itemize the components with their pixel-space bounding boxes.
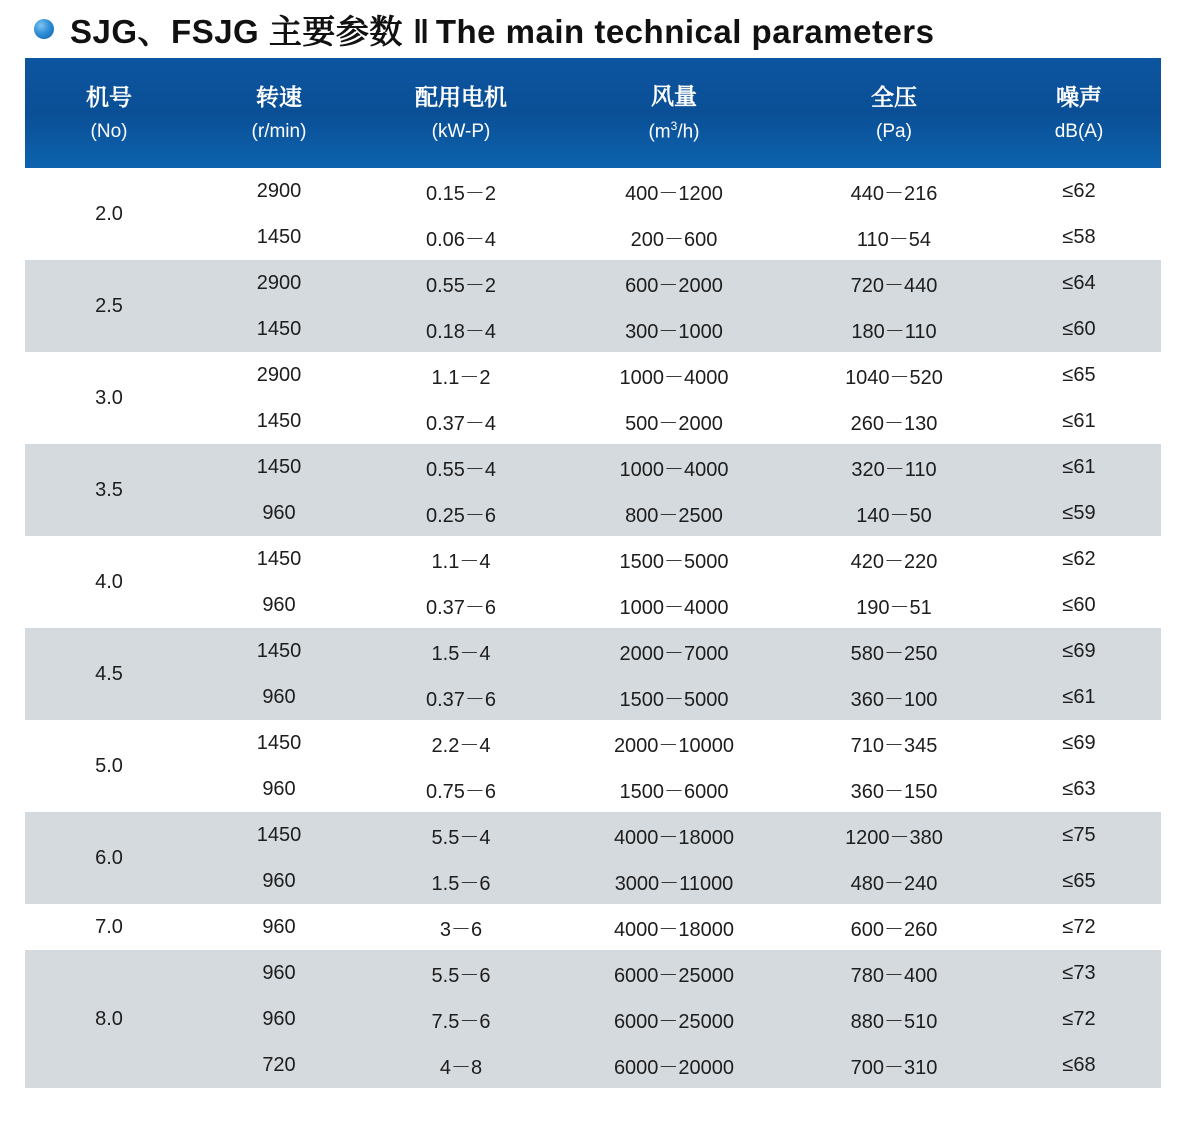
cell-noise: ≤69 xyxy=(997,628,1161,674)
cell-airflow: 400－1200 xyxy=(557,168,791,214)
cell-speed: 1450 xyxy=(193,398,365,444)
cell-speed: 960 xyxy=(193,582,365,628)
table-row xyxy=(25,306,1161,352)
cell-model: 3.5 xyxy=(25,444,193,536)
header-noise-cn: 噪声 xyxy=(1056,83,1102,110)
cell-airflow: 2000－10000 xyxy=(557,720,791,766)
table-row xyxy=(25,398,1161,444)
table-row xyxy=(25,444,1161,490)
cell-airflow: 1000－4000 xyxy=(557,352,791,398)
table-row xyxy=(25,674,1161,720)
cell-speed: 2900 xyxy=(193,168,365,214)
cell-model: 3.0 xyxy=(25,352,193,444)
cell-airflow: 200－600 xyxy=(557,214,791,260)
cell-noise: ≤64 xyxy=(997,260,1161,306)
airflow-unit-pre: (m xyxy=(648,121,671,143)
cell-pressure: 260－130 xyxy=(791,398,997,444)
cell-motor: 0.18－4 xyxy=(365,306,557,352)
cell-airflow: 800－2500 xyxy=(557,490,791,536)
cell-model: 2.5 xyxy=(25,260,193,352)
cell-motor: 0.75－6 xyxy=(365,766,557,812)
cell-speed: 960 xyxy=(193,766,365,812)
cell-pressure: 320－110 xyxy=(791,444,997,490)
cell-pressure: 480－240 xyxy=(791,858,997,904)
cell-noise: ≤68 xyxy=(997,1042,1161,1088)
cell-model: 2.0 xyxy=(25,168,193,260)
cell-pressure: 880－510 xyxy=(791,996,997,1042)
cell-motor: 7.5－6 xyxy=(365,996,557,1042)
cell-motor: 1.1－4 xyxy=(365,536,557,582)
cell-motor: 0.37－4 xyxy=(365,398,557,444)
cell-pressure: 580－250 xyxy=(791,628,997,674)
cell-noise: ≤75 xyxy=(997,812,1161,858)
cell-motor: 0.37－6 xyxy=(365,674,557,720)
cell-noise: ≤62 xyxy=(997,536,1161,582)
cell-noise: ≤65 xyxy=(997,858,1161,904)
cell-motor: 5.5－6 xyxy=(365,950,557,996)
table-row xyxy=(25,858,1161,904)
cell-pressure: 780－400 xyxy=(791,950,997,996)
cell-speed: 1450 xyxy=(193,444,365,490)
header-row xyxy=(25,58,1161,168)
cell-airflow: 1500－5000 xyxy=(557,536,791,582)
header-speed-unit: (r/min) xyxy=(251,121,307,142)
cell-pressure: 440－216 xyxy=(791,168,997,214)
cell-noise: ≤72 xyxy=(997,904,1161,950)
cell-speed: 1450 xyxy=(193,812,365,858)
table-row xyxy=(25,812,1161,858)
table-row xyxy=(25,536,1161,582)
cell-speed: 720 xyxy=(193,1042,365,1088)
cell-motor: 1.5－4 xyxy=(365,628,557,674)
header-cell-motor xyxy=(365,58,557,168)
cell-pressure: 1040－520 xyxy=(791,352,997,398)
cell-pressure: 600－260 xyxy=(791,904,997,950)
table-row xyxy=(25,490,1161,536)
cell-noise: ≤61 xyxy=(997,398,1161,444)
cell-model: 6.0 xyxy=(25,812,193,904)
cell-motor: 4－8 xyxy=(365,1042,557,1088)
cell-pressure: 700－310 xyxy=(791,1042,997,1088)
page-title xyxy=(0,0,1186,58)
header-airflow-unit xyxy=(648,117,699,147)
cell-noise: ≤69 xyxy=(997,720,1161,766)
cell-speed: 960 xyxy=(193,490,365,536)
cell-noise: ≤65 xyxy=(997,352,1161,398)
table-row xyxy=(25,628,1161,674)
cell-model: 8.0 xyxy=(25,950,193,1088)
cell-noise: ≤58 xyxy=(997,214,1161,260)
cell-speed: 960 xyxy=(193,674,365,720)
header-speed-cn: 转速 xyxy=(256,83,302,110)
cell-motor: 0.06－4 xyxy=(365,214,557,260)
airflow-unit-post: /h) xyxy=(677,121,700,143)
cell-airflow: 1000－4000 xyxy=(557,582,791,628)
cell-noise: ≤62 xyxy=(997,168,1161,214)
cell-airflow: 600－2000 xyxy=(557,260,791,306)
cell-motor: 1.5－6 xyxy=(365,858,557,904)
cell-airflow: 6000－25000 xyxy=(557,996,791,1042)
cell-speed: 1450 xyxy=(193,628,365,674)
table-header xyxy=(25,58,1161,168)
cell-speed: 2900 xyxy=(193,260,365,306)
header-noise-unit: dB(A) xyxy=(1054,121,1104,142)
cell-motor: 5.5－4 xyxy=(365,812,557,858)
cell-airflow: 3000－11000 xyxy=(557,858,791,904)
cell-pressure: 180－110 xyxy=(791,306,997,352)
cell-speed: 1450 xyxy=(193,306,365,352)
header-cell-airflow xyxy=(557,58,791,168)
cell-pressure: 420－220 xyxy=(791,536,997,582)
table-row xyxy=(25,720,1161,766)
title-english: The main technical parameters xyxy=(435,12,935,50)
header-motor-cn: 配用电机 xyxy=(415,83,507,110)
cell-noise: ≤63 xyxy=(997,766,1161,812)
cell-motor: 3－6 xyxy=(365,904,557,950)
table-row xyxy=(25,260,1161,306)
cell-airflow: 1500－6000 xyxy=(557,766,791,812)
cell-noise: ≤60 xyxy=(997,582,1161,628)
header-cell-noise xyxy=(997,58,1161,168)
table-row xyxy=(25,996,1161,1042)
cell-motor: 1.1－2 xyxy=(365,352,557,398)
parameters-table xyxy=(25,58,1161,1088)
cell-pressure: 710－345 xyxy=(791,720,997,766)
cell-speed: 1450 xyxy=(193,536,365,582)
cell-pressure: 360－150 xyxy=(791,766,997,812)
cell-airflow: 4000－18000 xyxy=(557,812,791,858)
cell-speed: 2900 xyxy=(193,352,365,398)
cell-speed: 960 xyxy=(193,858,365,904)
cell-airflow: 500－2000 xyxy=(557,398,791,444)
cell-pressure: 360－100 xyxy=(791,674,997,720)
cell-model: 4.5 xyxy=(25,628,193,720)
cell-pressure: 1200－380 xyxy=(791,812,997,858)
cell-noise: ≤72 xyxy=(997,996,1161,1042)
table-row xyxy=(25,950,1161,996)
cell-motor: 0.55－4 xyxy=(365,444,557,490)
table-row xyxy=(25,582,1161,628)
cell-airflow: 300－1000 xyxy=(557,306,791,352)
cell-model: 4.0 xyxy=(25,536,193,628)
cell-noise: ≤61 xyxy=(997,674,1161,720)
cell-speed: 960 xyxy=(193,950,365,996)
title-text xyxy=(70,6,935,53)
table-row xyxy=(25,168,1161,214)
cell-pressure: 720－440 xyxy=(791,260,997,306)
header-model-cn: 机号 xyxy=(86,83,132,110)
cell-speed: 960 xyxy=(193,904,365,950)
cell-airflow: 1500－5000 xyxy=(557,674,791,720)
bullet-dot-icon xyxy=(34,19,54,39)
cell-pressure: 190－51 xyxy=(791,582,997,628)
cell-noise: ≤73 xyxy=(997,950,1161,996)
table-row xyxy=(25,766,1161,812)
header-airflow-cn: 风量 xyxy=(651,82,697,109)
cell-speed: 1450 xyxy=(193,720,365,766)
airflow-unit-sup: 3 xyxy=(670,119,678,134)
cell-airflow: 1000－4000 xyxy=(557,444,791,490)
header-model-unit: (No) xyxy=(90,121,128,142)
table-row xyxy=(25,904,1161,950)
cell-pressure: 110－54 xyxy=(791,214,997,260)
cell-model: 5.0 xyxy=(25,720,193,812)
cell-noise: ≤59 xyxy=(997,490,1161,536)
cell-speed: 1450 xyxy=(193,214,365,260)
cell-model: 7.0 xyxy=(25,904,193,950)
cell-airflow: 4000－18000 xyxy=(557,904,791,950)
cell-airflow: 2000－7000 xyxy=(557,628,791,674)
cell-motor: 2.2－4 xyxy=(365,720,557,766)
cell-motor: 0.55－2 xyxy=(365,260,557,306)
header-motor-unit: (kW-P) xyxy=(431,121,491,142)
table-row xyxy=(25,352,1161,398)
cell-airflow: 6000－20000 xyxy=(557,1042,791,1088)
title-separator: ‖ xyxy=(412,12,430,50)
cell-motor: 0.15－2 xyxy=(365,168,557,214)
cell-noise: ≤60 xyxy=(997,306,1161,352)
header-cell-speed xyxy=(193,58,365,168)
table-body xyxy=(25,168,1161,1088)
cell-noise: ≤61 xyxy=(997,444,1161,490)
header-pressure-unit: (Pa) xyxy=(876,121,912,142)
header-pressure-cn: 全压 xyxy=(871,83,917,110)
cell-motor: 0.37－6 xyxy=(365,582,557,628)
cell-motor: 0.25－6 xyxy=(365,490,557,536)
header-cell-pressure xyxy=(791,58,997,168)
table-row xyxy=(25,214,1161,260)
cell-speed: 960 xyxy=(193,996,365,1042)
title-chinese: SJG、FSJG 主要参数 xyxy=(70,12,403,50)
header-cell-model xyxy=(25,58,193,168)
cell-airflow: 6000－25000 xyxy=(557,950,791,996)
cell-pressure: 140－50 xyxy=(791,490,997,536)
table-row xyxy=(25,1042,1161,1088)
